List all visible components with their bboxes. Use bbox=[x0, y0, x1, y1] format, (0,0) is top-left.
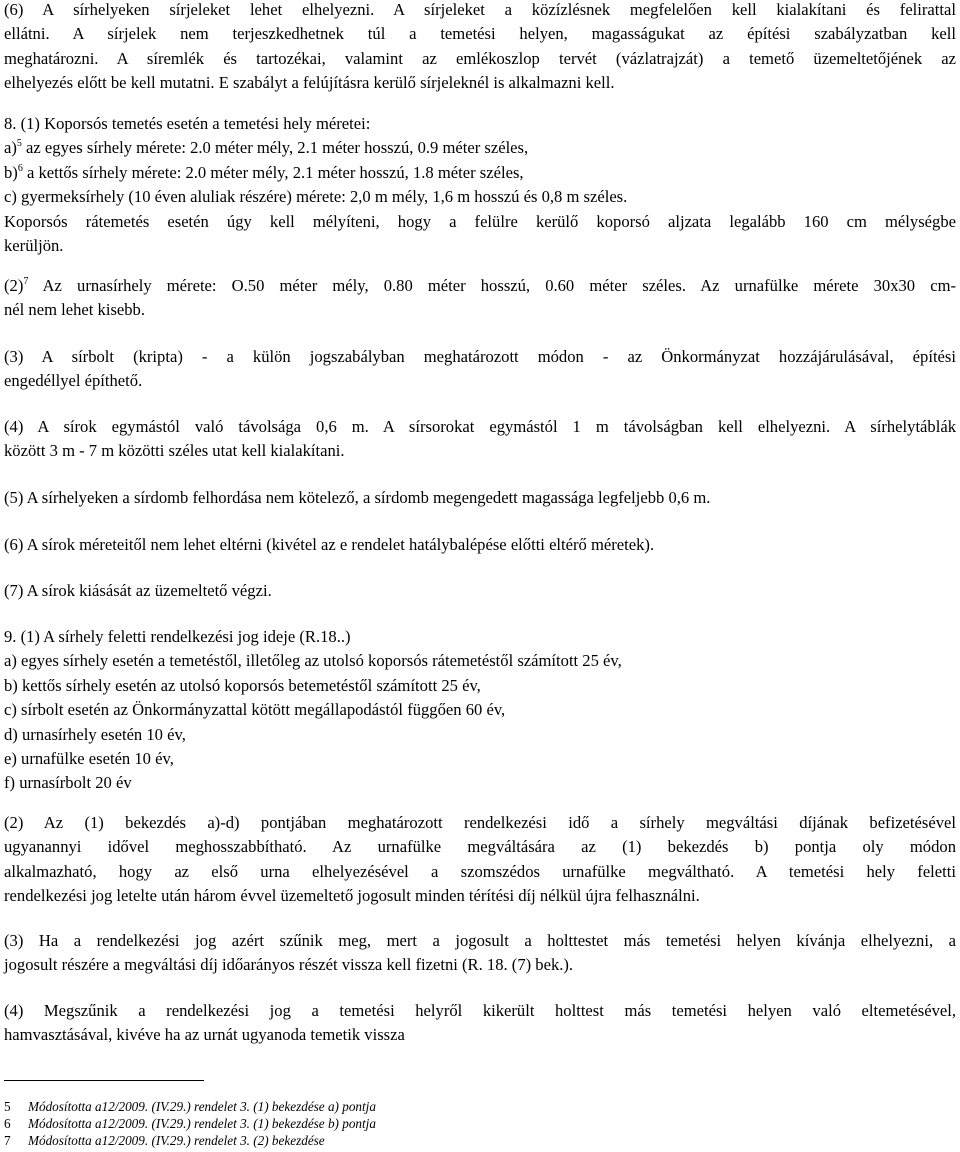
section-8-3 bbox=[4, 345, 956, 394]
text-line: (7) A sírok kiásását az üzemeltető végzi. bbox=[4, 581, 272, 600]
item-a-label: a) bbox=[4, 138, 17, 158]
footnote-text: Módosította a12/2009. (IV.29.) rendelet 3. (1) bekezdése a) pontja bbox=[28, 1099, 376, 1114]
footnote-number: 7 bbox=[4, 1133, 11, 1148]
section-8-4 bbox=[4, 415, 956, 464]
section-9-4 bbox=[4, 999, 956, 1048]
text-line bbox=[4, 274, 956, 298]
text-line: meghatározni. A síremlék és tartozékai, valamint az emlékoszlop tervét (vázlatrajzát) a temető üzemeltetőjének az bbox=[4, 48, 956, 68]
text-line: ellátni. A sírjelek nem terjeszkedhetnek túl a temetési helyen, magasságukat az építési szabályzatban kell bbox=[4, 24, 956, 44]
text-line: között 3 m - 7 m közötti széles utat kell kialakítani. bbox=[4, 441, 345, 461]
item-a bbox=[4, 136, 956, 160]
section-8-6 bbox=[4, 533, 956, 557]
list-item: b) kettős sírhely esetén az utolsó koporsós betemetéstől számított 25 év, bbox=[4, 675, 481, 695]
text-line: rendelkezési jog letelte után három évvel üzemeltető jogosult minden térítési díj nélkül újra felhasználni. bbox=[4, 886, 700, 906]
section-9-heading: 9. (1) A sírhely feletti rendelkezési jog ideje (R.18..) bbox=[4, 627, 351, 646]
footnotes bbox=[4, 1098, 956, 1149]
text-line: (5) A sírhelyeken a sírdomb felhordása nem kötelező, a sírdomb megengedett magassága legfeljebb 0,6 m. bbox=[4, 488, 711, 507]
list-item: c) sírbolt esetén az Önkormányzattal kötött megállapodástól függően 60 év, bbox=[4, 700, 506, 720]
section-9-3 bbox=[4, 929, 956, 978]
footnote-text: Módosította a12/2009. (IV.29.) rendelet 3. (1) bekezdése b) pontja bbox=[28, 1116, 376, 1131]
section-8-2 bbox=[4, 274, 956, 323]
paragraph-6 bbox=[4, 0, 956, 96]
section-8-heading: 8. (1) Koporsós temetés esetén a temetési hely méretei: bbox=[4, 114, 371, 133]
list-item: f) urnasírbolt 20 év bbox=[4, 773, 132, 793]
footnote-number: 6 bbox=[4, 1116, 11, 1131]
footnote-7 bbox=[4, 1132, 956, 1149]
footnote-6 bbox=[4, 1115, 956, 1132]
paragraph-label: (2) bbox=[4, 276, 24, 295]
section-8 bbox=[4, 112, 956, 258]
footnote-ref-5[interactable]: 5 bbox=[16, 138, 22, 150]
text-line: (4) A sírok egymástól való távolsága 0,6 m. A sírsorokat egymástól 1 m távolságban kell elhelyezni. A sírhelytáblák bbox=[4, 417, 956, 436]
text-line: (6) A sírhelyeken sírjeleket lehet elhelyezni. A sírjeleket a közízlésnek megfelelően kell kialakítani és felirattal bbox=[4, 0, 956, 19]
section-9-2 bbox=[4, 811, 956, 909]
text-line: elhelyezés előtt be kell mutatni. E szabályt a felújításra kerülő sírjeleknél is alkalmazni kell. bbox=[4, 73, 615, 93]
item-a-text: az egyes sírhely mérete: 2.0 méter mély, 2.1 méter hosszú, 0.9 méter széles, bbox=[21, 138, 529, 158]
list-item: e) urnafülke esetén 10 év, bbox=[4, 749, 174, 769]
text-line: kerüljön. bbox=[4, 236, 64, 256]
section-8-7 bbox=[4, 579, 956, 603]
text-line: (3) A sírbolt (kripta) - a külön jogszabályban meghatározott módon - az Önkormányzat hozzájárulásával, építési bbox=[4, 347, 956, 366]
item-b bbox=[4, 161, 956, 185]
item-c: c) gyermeksírhely (10 éven aluliak részére) mérete: 2,0 m mély, 1,6 m hosszú és 0,8 m széles. bbox=[4, 187, 628, 207]
text-line: jogosult részére a megváltási díj időarányos részét vissza kell fizetni (R. 18. (7) bek.). bbox=[4, 955, 574, 975]
list-item: a) egyes sírhely esetén a temetéstől, illetőleg az utolsó koporsós rátemetéstől számított 25 év, bbox=[4, 651, 622, 671]
footnote-number: 5 bbox=[4, 1099, 11, 1114]
text-line: (3) Ha a rendelkezési jog azért szűnik meg, mert a jogosult a holttestet más temetési helyen kívánja elhelyezni, a bbox=[4, 931, 956, 950]
footnote-text: Módosította a12/2009. (IV.29.) rendelet 3. (2) bekezdése bbox=[28, 1133, 325, 1148]
text-line: Koporsós rátemetés esetén úgy kell mélyíteni, hogy a felülre kerülő koporsó aljzata legalább 160 cm mélységbe bbox=[4, 211, 956, 231]
footnote-ref-7[interactable]: 7 bbox=[23, 276, 29, 287]
footnote-ref-6[interactable]: 6 bbox=[17, 162, 23, 174]
text-line: engedéllyel építhető. bbox=[4, 371, 143, 391]
item-b-label: b) bbox=[4, 162, 18, 182]
text-line: (6) A sírok méreteitől nem lehet eltérni (kivétel az e rendelet hatálybalépése előtti eltérő méretek). bbox=[4, 535, 655, 554]
list-item: d) urnasírhely esetén 10 év, bbox=[4, 724, 186, 744]
footnote-divider bbox=[4, 1080, 204, 1081]
item-b-text: a kettős sírhely mérete: 2.0 méter mély, 2.1 méter hosszú, 1.8 méter széles, bbox=[22, 162, 524, 182]
text-line: ugyanannyi idővel meghosszabbítható. Az urnafülke megváltására az (1) bekezdés b) pontja oly módon bbox=[4, 837, 956, 857]
text-line: (4) Megszűnik a rendelkezési jog a temetési helyről kikerült holttest más temetési helyen való eltemetésével, bbox=[4, 1001, 956, 1020]
footnote-5 bbox=[4, 1098, 956, 1115]
section-8-5 bbox=[4, 486, 956, 510]
text-line: alkalmazható, hogy az első urna elhelyezésével a szomszédos urnafülke megváltható. A temetési hely feletti bbox=[4, 861, 956, 881]
text-line: hamvasztásával, kivéve ha az urnát ugyanoda temetik vissza bbox=[4, 1025, 405, 1045]
text-line: nél nem lehet kisebb. bbox=[4, 300, 146, 320]
section-9 bbox=[4, 625, 956, 796]
paragraph-text: Az urnasírhely mérete: O.50 méter mély, 0.80 méter hosszú, 0.60 méter széles. Az urnafülke mérete 30x30 cm- bbox=[28, 276, 956, 295]
text-line: (2) Az (1) bekezdés a)-d) pontjában meghatározott rendelkezési idő a sírhely megváltási díjának befizetésével bbox=[4, 813, 956, 832]
